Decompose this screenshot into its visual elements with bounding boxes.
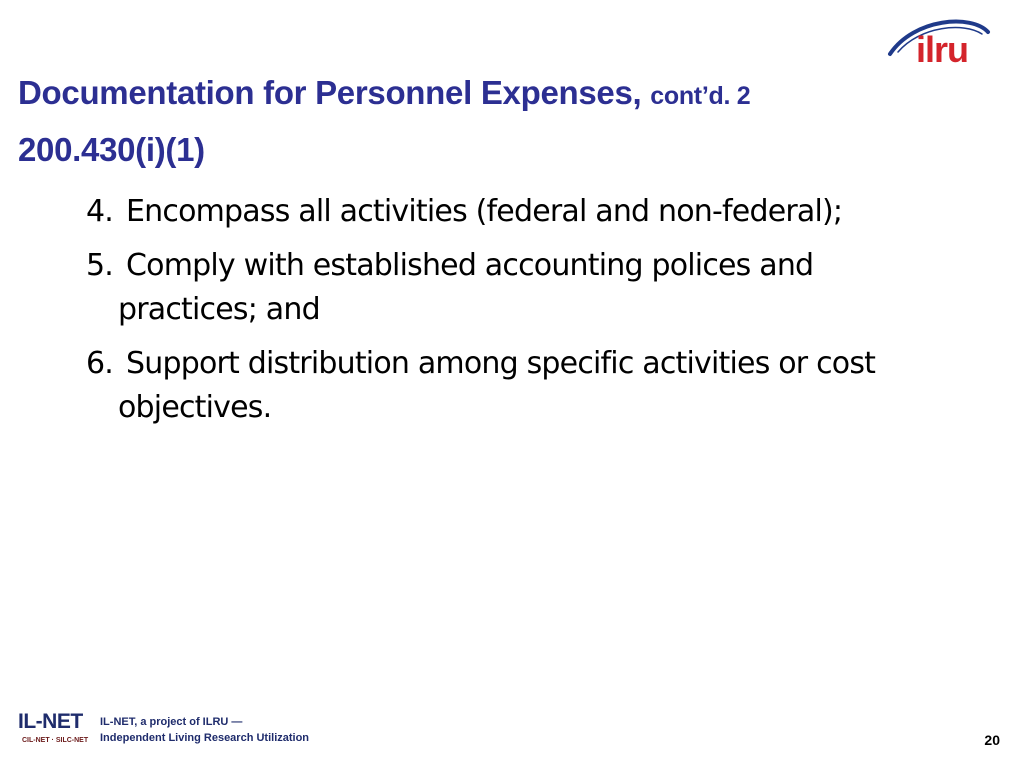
il-net-logo-subtext: CIL-NET · SILC-NET [22, 737, 89, 744]
list-item-number: 4. [86, 194, 114, 229]
list-item-text: Comply with established accounting polices and [126, 248, 814, 283]
il-net-logo [18, 710, 98, 750]
slide-title [18, 66, 978, 177]
footer-line-2: Independent Living Research Utilization [100, 732, 310, 744]
title-suffix: cont’d. 2 [650, 82, 751, 110]
list-item-continuation: objectives. [118, 390, 272, 425]
title-main: Documentation for Personnel Expenses, [18, 74, 642, 111]
title-line-1 [18, 66, 978, 123]
list-item [86, 244, 1006, 332]
list-item [86, 190, 1006, 234]
page-number: 20 [984, 732, 1000, 748]
list-item-text: Encompass all activities (federal and non-federal); [126, 194, 843, 229]
list-item-number: 6. [86, 346, 114, 381]
title-line-2: 200.430(i)(1) [18, 131, 205, 168]
il-net-logo-text: IL-NET [18, 710, 83, 733]
ilru-logo-text: ilru [916, 29, 969, 70]
list-item-continuation: practices; and [118, 292, 320, 327]
list-item [86, 342, 1006, 430]
footer-credit [100, 714, 309, 746]
footer-line-1: IL-NET, a project of ILRU — [100, 716, 243, 728]
ilru-logo [884, 14, 994, 72]
list-item-text: Support distribution among specific activities or cost [126, 346, 876, 381]
bullet-list [86, 190, 1006, 440]
list-item-number: 5. [86, 248, 114, 283]
